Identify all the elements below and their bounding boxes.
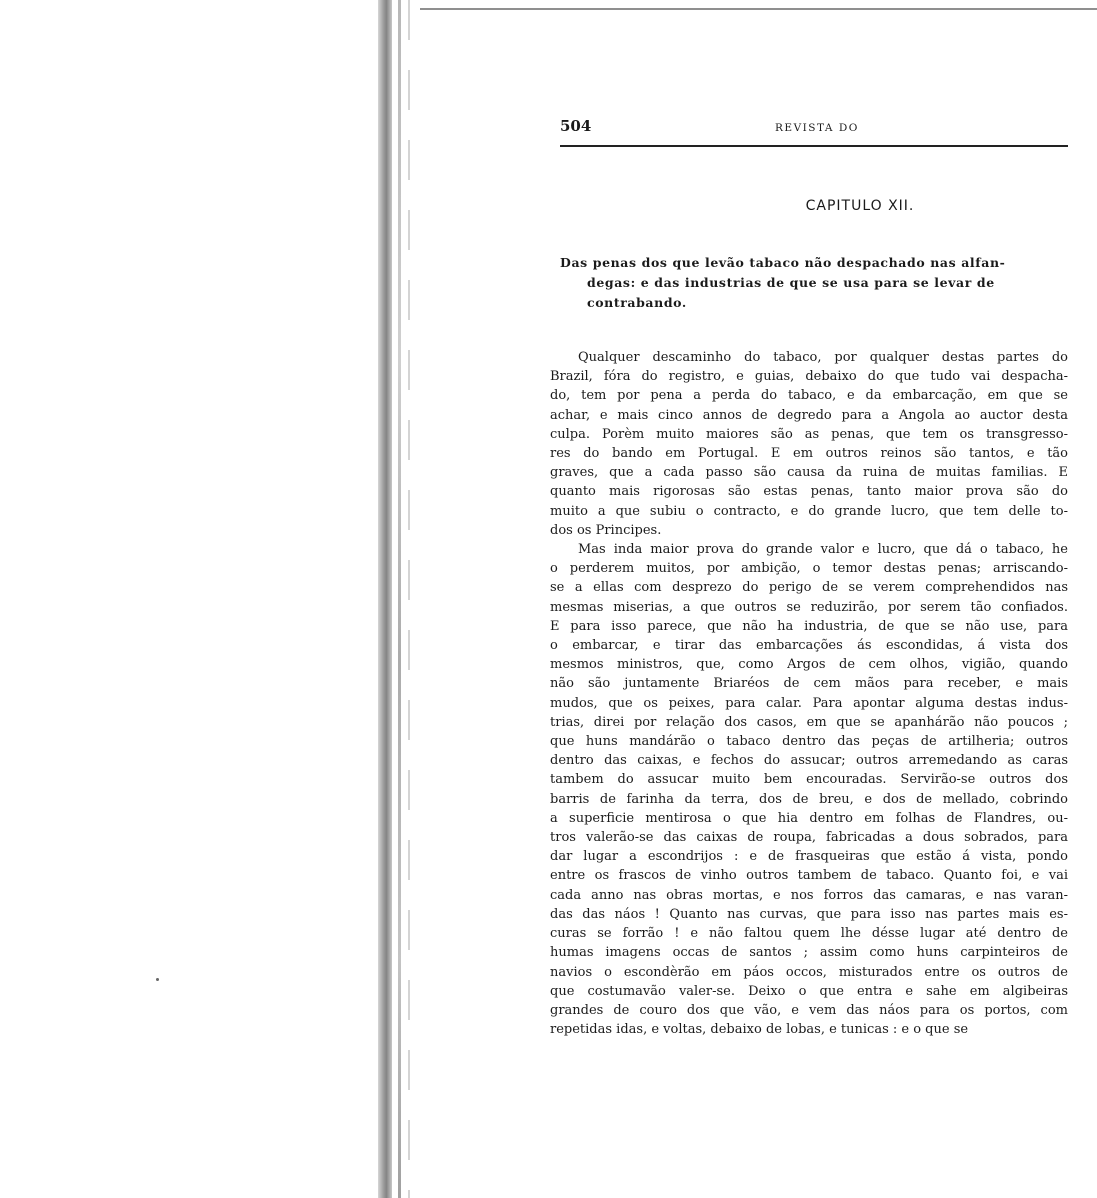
spine-shadow — [378, 0, 392, 1198]
body-line: grandes de couro dos que vão, e vem das náos para os portos, com — [550, 1002, 1068, 1018]
body-line: das das náos ! Quanto nas curvas, que para isso nas partes mais es- — [550, 906, 1068, 922]
body-line: cada anno nas obras mortas, e nos forros das camaras, e nas varan- — [550, 887, 1068, 903]
body-line: mesmos ministros, que, como Argos de cem olhos, vigião, quando — [550, 657, 1068, 673]
body-line: a superficie mentirosa o que hia dentro em folhas de Flandres, ou- — [550, 810, 1068, 826]
page-header — [550, 105, 1070, 145]
body-line: dar lugar a escondrijos : e de frasqueiras que estão á vista, pondo — [550, 849, 1068, 865]
page-top-edge — [420, 8, 1097, 10]
book-gutter — [0, 0, 440, 1198]
header-rule — [560, 145, 1068, 147]
spine-edge-line — [398, 0, 401, 1198]
body-line: dentro das caixas, e fechos do assucar; outros arremedando as caras — [550, 753, 1068, 769]
body-line: humas imagens occas de santos ; assim como huns carpinteiros de — [550, 945, 1068, 961]
scan-speck — [156, 978, 159, 981]
body-line: Brazil, fóra do registro, e guias, debaixo do que tudo vai despacha- — [550, 369, 1068, 385]
body-line: o perderem muitos, por ambição, o temor destas penas; arriscando- — [550, 561, 1068, 577]
body-line: tambem do assucar muito bem encouradas. Servirão-se outros dos — [550, 772, 1068, 788]
body-line: E para isso parece, que não ha industria, de que se não use, para — [550, 618, 1068, 634]
body-line: trias, direi por relação dos casos, em que se apanhárão não poucos ; — [550, 714, 1068, 730]
page-number: 504 — [560, 117, 592, 135]
book-page — [550, 105, 1070, 1038]
body-line: tros valerão-se das caixas de roupa, fabricadas a dous sobrados, para — [550, 830, 1068, 846]
chapter-title: CAPITULO XII. — [805, 198, 915, 214]
body-line: res do bando em Portugal. E em outros reinos são tantos, e tão — [550, 446, 1068, 462]
spine-edge-line-faint — [408, 0, 410, 1198]
body-line: mudos, que os peixes, para calar. Para apontar alguma destas indus- — [550, 695, 1068, 711]
body-text — [550, 348, 1068, 1039]
body-line: se a ellas com desprezo do perigo de se verem comprehendidos nas — [550, 580, 1068, 596]
body-line: navios o escondèrão em páos occos, misturados entre os outros de — [550, 964, 1068, 980]
body-line: curas se forrão ! e não faltou quem lhe désse lugar até dentro de — [550, 926, 1068, 942]
body-line: do, tem por pena a perda do tabaco, e da embarcação, em que se — [550, 388, 1068, 404]
body-line: muito a que subiu o contracto, e do grande lucro, que tem delle to- — [550, 503, 1068, 519]
body-line: mesmas miserias, a que outros se reduzirão, por serem tão confiados. — [550, 599, 1068, 615]
body-line: graves, que a cada passo são causa da ruina de muitas familias. E — [550, 465, 1068, 481]
body-line: culpa. Porèm muito maiores são as penas, que tem os transgresso- — [550, 426, 1068, 442]
body-line: quanto mais rigorosas são estas penas, tanto maior prova são do — [550, 484, 1068, 500]
body-line: achar, e mais cinco annos de degredo para a Angola ao auctor desta — [550, 407, 1068, 423]
body-line: não são juntamente Briaréos de cem mãos para receber, e mais — [550, 676, 1068, 692]
chapter-summary — [560, 253, 1068, 313]
summary-line: Das penas dos que levão tabaco não despachado nas alfan- — [560, 255, 1006, 270]
body-line: que costumavão valer-se. Deixo o que entra e sahe em algibeiras — [550, 983, 1068, 999]
summary-line: contrabando. — [587, 295, 687, 310]
body-line: barris de farinha da terra, dos de breu, e dos de mellado, cobrindo — [550, 791, 1068, 807]
body-line: repetidas idas, e voltas, debaixo de lobas, e tunicas : e o que se — [550, 1022, 969, 1038]
body-line: Qualquer descaminho do tabaco, por qualquer destas partes do — [578, 350, 1068, 365]
running-head: REVISTA DO — [775, 122, 859, 134]
body-line: que huns mandárão o tabaco dentro das peças de artilheria; outros — [550, 734, 1068, 750]
body-line: Mas inda maior prova do grande valor e lucro, que dá o tabaco, he — [578, 542, 1068, 558]
body-line: o embarcar, e tirar das embarcações ás escondidas, á vista dos — [550, 638, 1068, 654]
body-line: dos os Principes. — [550, 522, 662, 538]
summary-line: degas: e das industrias de que se usa para se levar de — [587, 275, 995, 290]
body-line: entre os frascos de vinho outros tambem de tabaco. Quanto foi, e vai — [550, 868, 1068, 884]
